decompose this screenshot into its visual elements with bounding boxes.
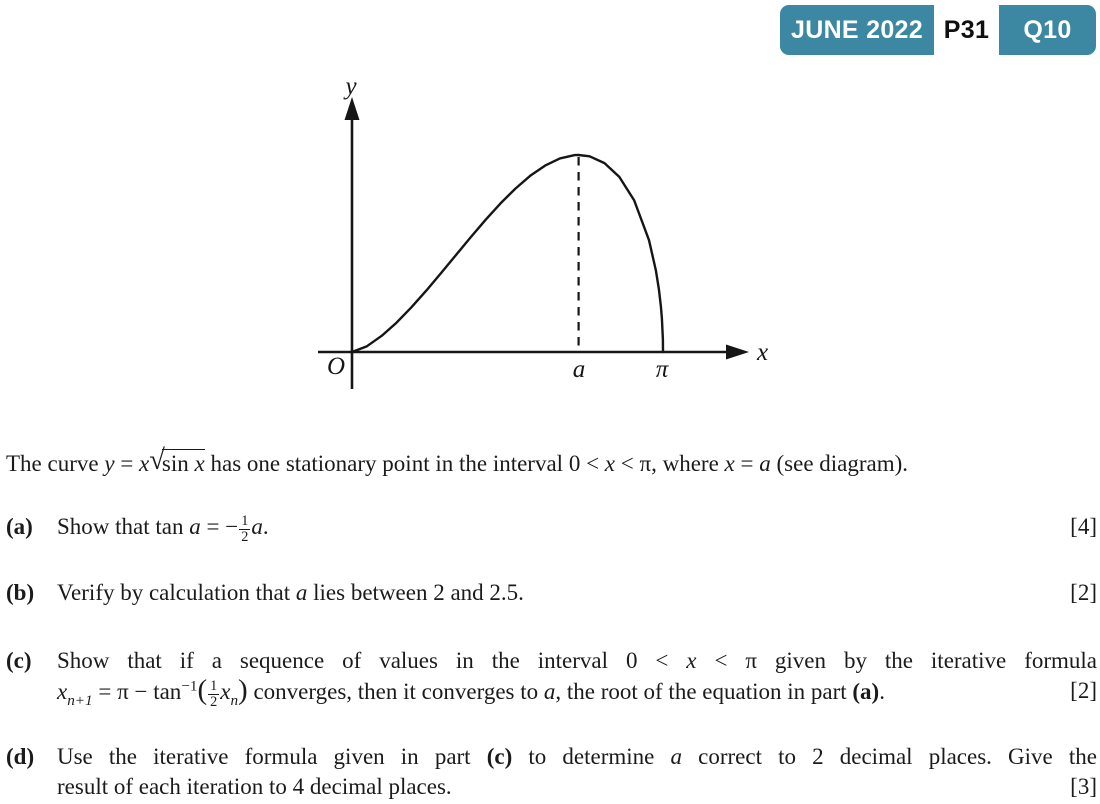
part-b-label: (b) xyxy=(6,580,35,605)
part-c-text-line1: Show that if a sequence of values in the interval 0 < x < π given by the iterative formula xyxy=(57,648,1097,673)
pi-label: π xyxy=(655,356,669,383)
part-a-row xyxy=(6,512,1097,546)
part-b-row xyxy=(6,578,1097,608)
curve-diagram xyxy=(300,70,780,395)
part-d-text-line1: Use the iterative formula given in part (c) to determine a correct to 2 decimal places. Give the xyxy=(57,744,1097,769)
origin-label: O xyxy=(326,353,345,380)
part-c-text-line2: $x_{n+1} = \pi - \tan^{-1}$( $\frac{1}{2}$ $x_n$) converges, then it converges to a, the root of the equation in part (a). xyxy=(57,674,885,711)
part-d-row xyxy=(6,742,1097,802)
intro-paragraph: The curve y = x√sin x has one stationary point in the interval 0 < x < π, where x = a (see diagram). xyxy=(6,445,909,476)
x-axis-arrow-icon xyxy=(726,345,749,360)
part-d-text-line2: result of each iteration to 4 decimal places. xyxy=(57,774,452,799)
part-c-label: (c) xyxy=(6,648,32,673)
question-badge xyxy=(780,5,1096,55)
badge-session-label: JUNE 2022 xyxy=(791,15,923,44)
part-b-marks: [2] xyxy=(1070,580,1097,605)
y-axis-arrow-icon xyxy=(345,97,360,120)
part-a-text: Show that tan a = − $\frac{1}{2}$ a. xyxy=(57,512,269,546)
part-b-text: Verify by calculation that a lies between 2 and 2.5. xyxy=(57,580,524,605)
part-c-row xyxy=(6,646,1097,711)
part-d-marks: [3] xyxy=(1070,774,1097,799)
y-axis-label: y xyxy=(345,73,357,100)
part-a-label: (a) xyxy=(6,514,33,539)
x-axis-label: x xyxy=(757,339,769,366)
a-label: a xyxy=(572,356,586,383)
curve xyxy=(352,155,663,352)
part-a-marks: [4] xyxy=(1070,514,1097,539)
badge-question-label: Q10 xyxy=(1023,15,1072,44)
part-c-marks: [2] xyxy=(1070,678,1097,703)
badge-paper-label: P31 xyxy=(934,5,999,55)
part-d-label: (d) xyxy=(6,744,35,769)
